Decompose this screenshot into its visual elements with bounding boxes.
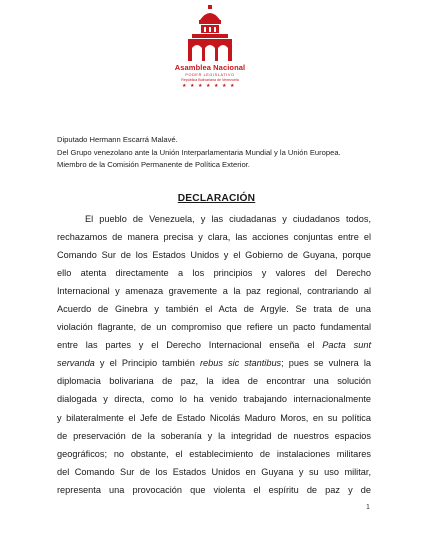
body-line: y bilateralmente el Jefe de Estado Nicolás Maduro Moros, en su política (57, 412, 371, 423)
letterhead-country: República Bolivariana de Venezuela (181, 78, 239, 82)
body-line: Acuerdo de Ginebra y también el Acta de Argyle. Se trata de una (57, 304, 371, 315)
author-group: Del Grupo venezolano ante la Unión Interparlamentaria Mundial y la Unión Europea. (57, 147, 341, 157)
latin-term: Pacta sunt (322, 340, 371, 351)
body-line: ello atenta directamente a los principios y valores del Derecho (57, 268, 371, 279)
declaration-body (57, 210, 371, 499)
latin-term: rebus sic stantibus (199, 358, 282, 369)
body-line (57, 354, 371, 372)
body-line-text: ; pues se vulnera la (281, 358, 371, 369)
body-line: El pueblo de Venezuela, y las ciudadanas y ciudadanos todos, (85, 214, 371, 224)
body-line-text: y el Principio también (99, 358, 195, 369)
body-line: del Comando Sur de los Estados Unidos en Guyana y su uso militar, (57, 466, 371, 477)
body-line: rechazamos de manera precisa y clara, las acciones conjuntas entre el (57, 232, 371, 243)
letterhead-stars: ★★★★★★★ (182, 83, 238, 89)
author-name: Diputado Hermann Escarrá Malavé. (57, 135, 178, 144)
body-line: violación flagrante, de un compromiso que refiere un pacto fundamental (57, 322, 371, 333)
body-line: dialogada y directa, como lo ha venido trabajando internacionalmente (57, 394, 371, 405)
author-block (57, 134, 397, 172)
body-line: geográficos; no obstante, el establecimiento de instalaciones militares (57, 448, 371, 459)
author-commission: Miembro de la Comisión Permanente de Política Exterior. (57, 160, 250, 169)
body-line: Comando Sur de los Estados Unidos y el Gobierno de Guyana, porque (57, 250, 371, 261)
body-line-text: entre las partes y el Derecho Internacional enseña el (57, 340, 315, 351)
body-line: representa una provocación que violenta el espíritu de paz y de (57, 484, 371, 495)
document-title: DECLARACIÓN (177, 193, 256, 204)
body-line: Internacional y amenaza gravemente a la paz regional, contrariando al (57, 286, 371, 297)
letterhead-name: Asamblea Nacional (174, 63, 246, 72)
body-line: diplomacia bolivariana de paz, la idea de encontrar una solución (57, 376, 371, 387)
body-line (57, 336, 371, 354)
letterhead-subtitle: PODER LEGISLATIVO (185, 73, 235, 77)
page-number: 1 (366, 504, 370, 511)
body-line: de preservación de la soberanía y la integridad de nuestros espacios (57, 430, 371, 441)
capitol-building-icon (178, 4, 242, 64)
latin-term: servanda (57, 358, 95, 369)
